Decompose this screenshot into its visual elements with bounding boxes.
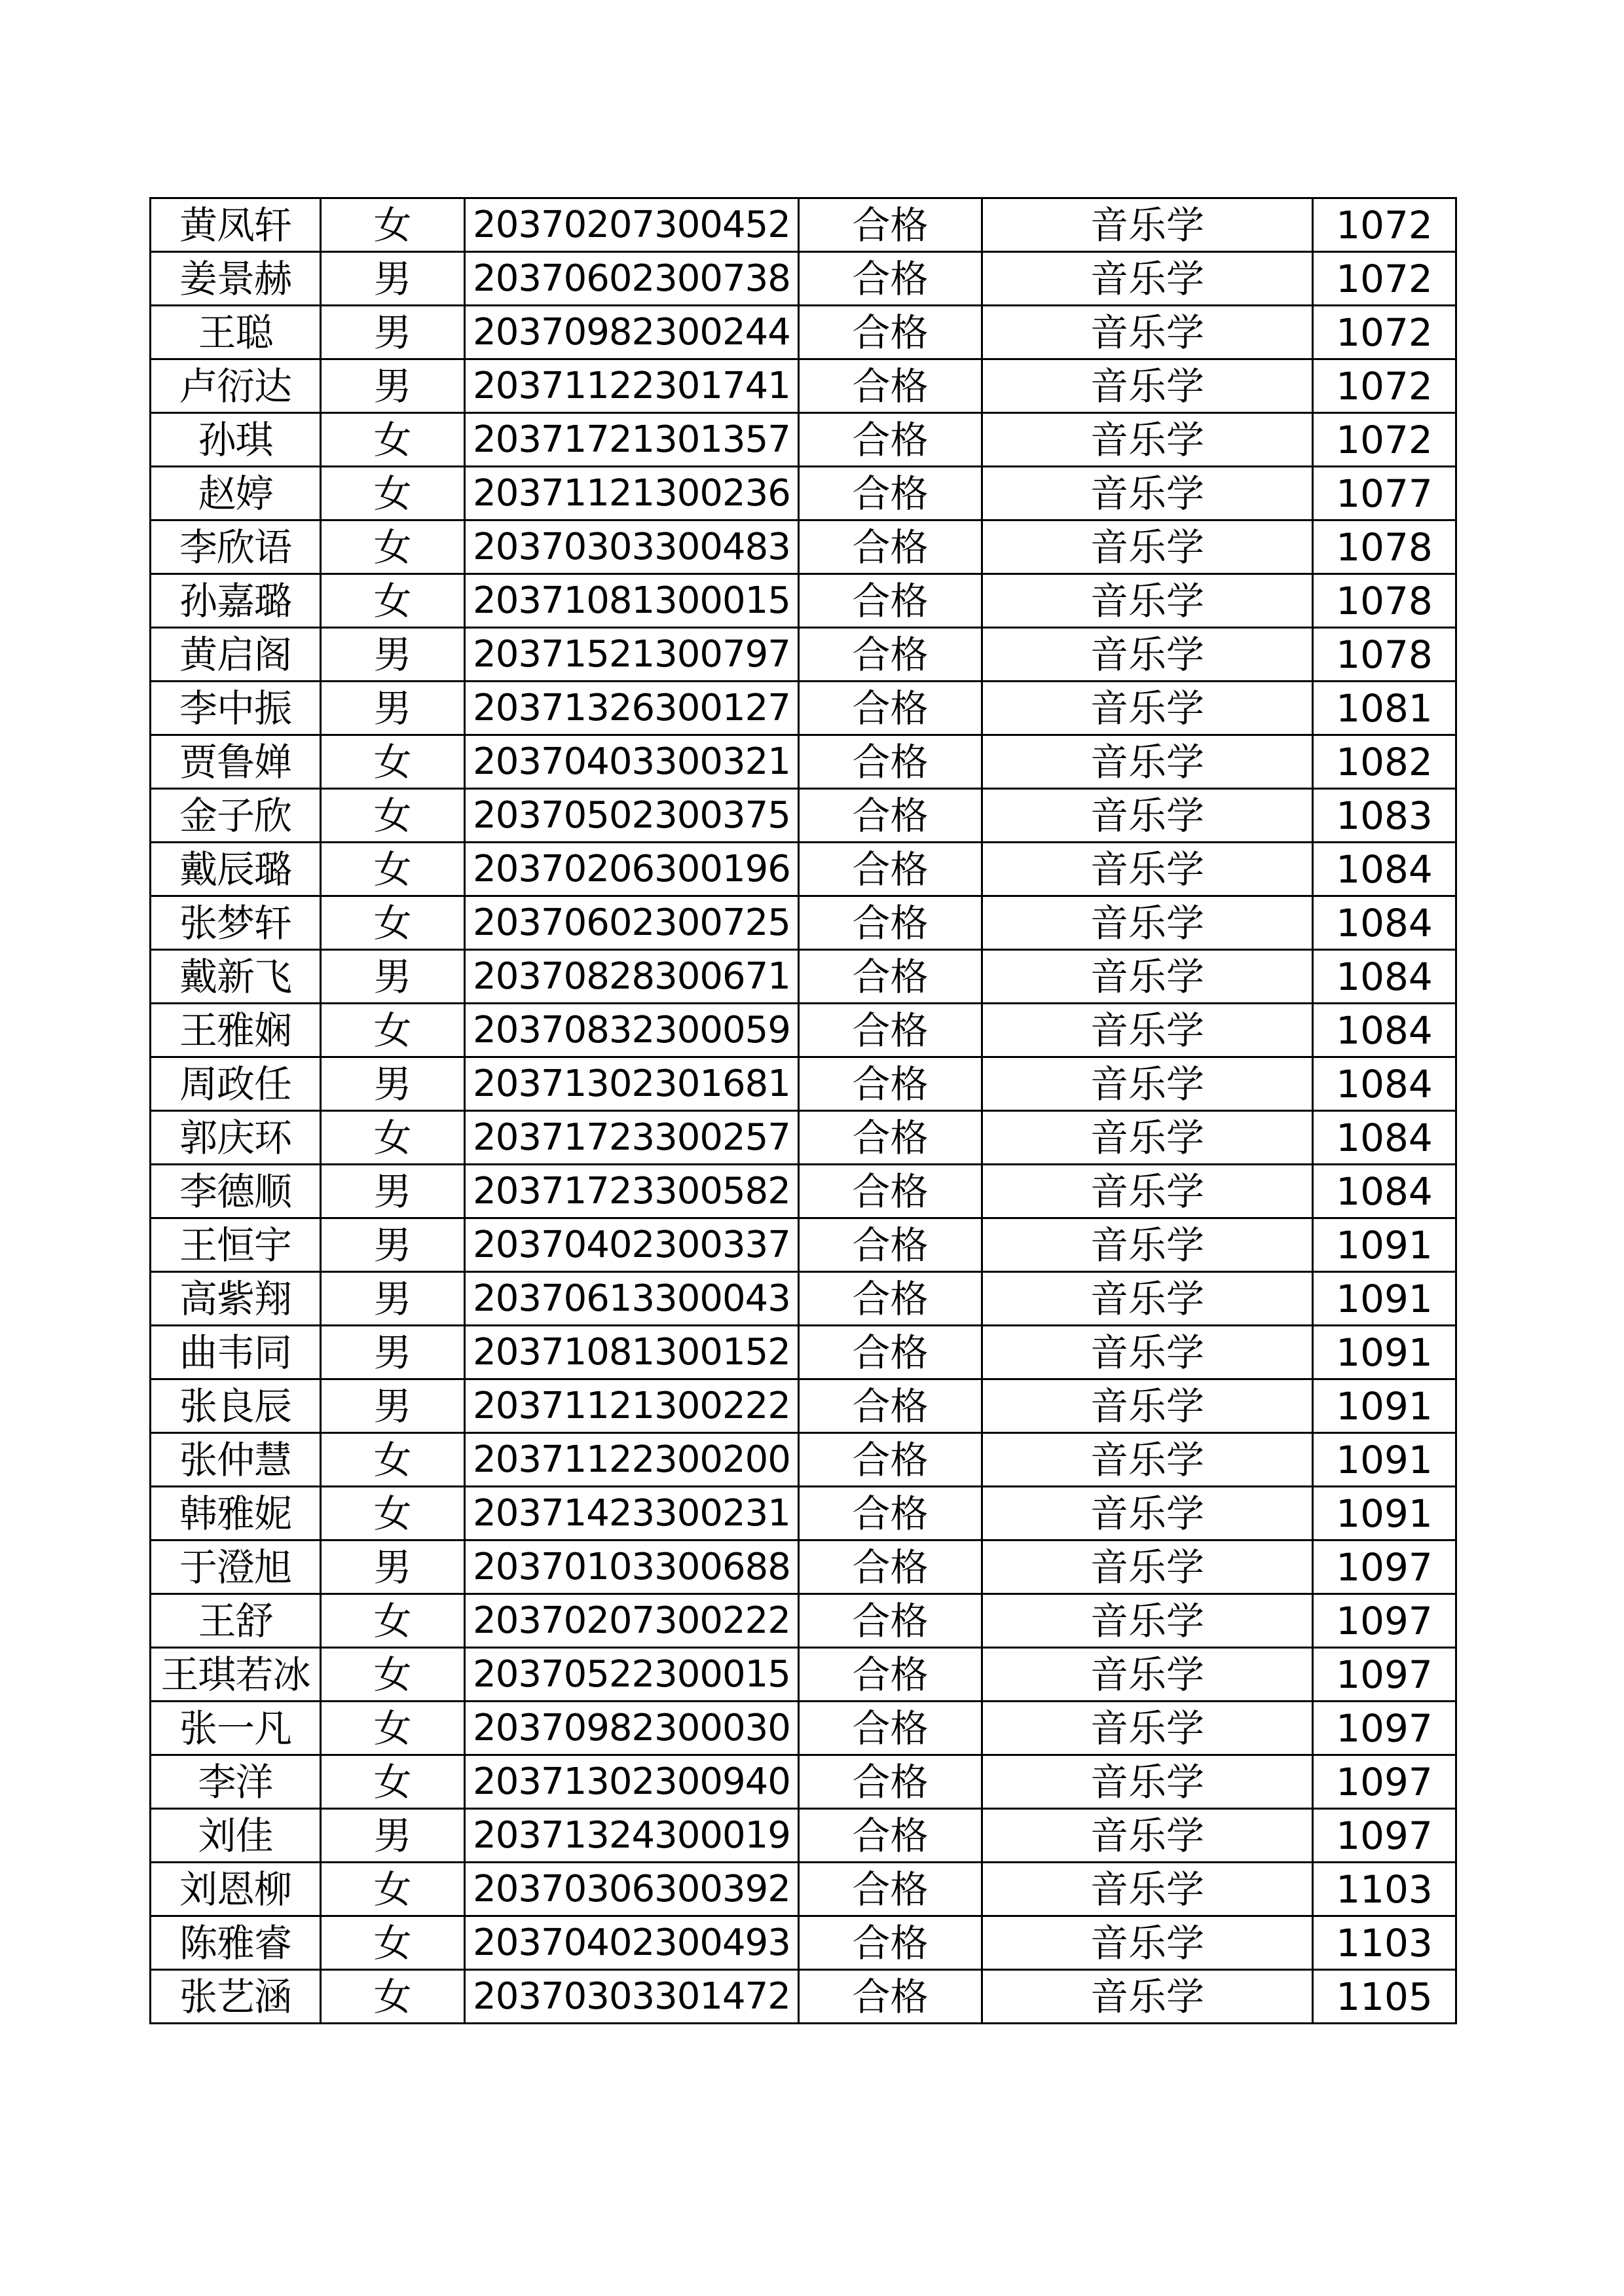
name-cell: 赵婷	[151, 467, 321, 520]
rank-cell: 1084	[1313, 1111, 1456, 1165]
result-cell: 合格	[799, 843, 982, 896]
result-cell: 合格	[799, 1004, 982, 1057]
result-cell: 合格	[799, 1648, 982, 1702]
major-cell: 音乐学	[982, 306, 1313, 359]
exam-id-cell: 20370502300375	[465, 789, 799, 843]
name-cell: 李洋	[151, 1755, 321, 1809]
table-row	[151, 252, 1456, 306]
major-cell: 音乐学	[982, 1433, 1313, 1487]
name-cell: 贾鲁婵	[151, 735, 321, 789]
name-cell: 张一凡	[151, 1702, 321, 1755]
result-cell: 合格	[799, 1326, 982, 1379]
name-cell: 姜景赫	[151, 252, 321, 306]
exam-id-cell: 20370828300671	[465, 950, 799, 1004]
name-cell: 于澄旭	[151, 1540, 321, 1594]
result-cell: 合格	[799, 1863, 982, 1916]
major-cell: 音乐学	[982, 1272, 1313, 1326]
rank-cell: 1084	[1313, 843, 1456, 896]
exam-id-cell: 20370602300725	[465, 896, 799, 950]
table-row	[151, 896, 1456, 950]
exam-id-cell: 20371081300015	[465, 574, 799, 628]
table-row	[151, 1004, 1456, 1057]
gender-cell: 女	[321, 520, 465, 574]
rank-cell: 1084	[1313, 950, 1456, 1004]
rank-cell: 1097	[1313, 1809, 1456, 1863]
rank-cell: 1084	[1313, 1004, 1456, 1057]
rank-cell: 1084	[1313, 1057, 1456, 1111]
major-cell: 音乐学	[982, 467, 1313, 520]
exam-id-cell: 20370303300483	[465, 520, 799, 574]
major-cell: 音乐学	[982, 1487, 1313, 1540]
major-cell: 音乐学	[982, 735, 1313, 789]
result-cell: 合格	[799, 1057, 982, 1111]
name-cell: 刘恩柳	[151, 1863, 321, 1916]
gender-cell: 男	[321, 1272, 465, 1326]
gender-cell: 男	[321, 1540, 465, 1594]
result-cell: 合格	[799, 1970, 982, 2024]
exam-id-cell: 20370206300196	[465, 843, 799, 896]
result-cell: 合格	[799, 789, 982, 843]
name-cell: 高紫翔	[151, 1272, 321, 1326]
major-cell: 音乐学	[982, 1004, 1313, 1057]
exam-id-cell: 20370207300222	[465, 1594, 799, 1648]
major-cell: 音乐学	[982, 1111, 1313, 1165]
table-row	[151, 1970, 1456, 2024]
table-row	[151, 1809, 1456, 1863]
rank-cell: 1091	[1313, 1433, 1456, 1487]
exam-id-cell: 20371121300236	[465, 467, 799, 520]
name-cell: 刘佳	[151, 1809, 321, 1863]
gender-cell: 女	[321, 896, 465, 950]
gender-cell: 男	[321, 1218, 465, 1272]
exam-id-cell: 20371723300257	[465, 1111, 799, 1165]
major-cell: 音乐学	[982, 1218, 1313, 1272]
name-cell: 黄凤轩	[151, 198, 321, 252]
rank-cell: 1084	[1313, 896, 1456, 950]
rank-cell: 1083	[1313, 789, 1456, 843]
rank-cell: 1097	[1313, 1594, 1456, 1648]
major-cell: 音乐学	[982, 1809, 1313, 1863]
result-cell: 合格	[799, 1540, 982, 1594]
table-row	[151, 682, 1456, 735]
result-cell: 合格	[799, 1379, 982, 1433]
rank-cell: 1072	[1313, 413, 1456, 467]
name-cell: 郭庆环	[151, 1111, 321, 1165]
name-cell: 王舒	[151, 1594, 321, 1648]
exam-id-cell: 20371723300582	[465, 1165, 799, 1218]
exam-id-cell: 20370982300244	[465, 306, 799, 359]
result-cell: 合格	[799, 1916, 982, 1970]
exam-id-cell: 20371326300127	[465, 682, 799, 735]
name-cell: 周政任	[151, 1057, 321, 1111]
gender-cell: 女	[321, 1916, 465, 1970]
result-cell: 合格	[799, 1594, 982, 1648]
exam-id-cell: 20370306300392	[465, 1863, 799, 1916]
gender-cell: 男	[321, 252, 465, 306]
gender-cell: 女	[321, 1433, 465, 1487]
table-row	[151, 306, 1456, 359]
table-row	[151, 413, 1456, 467]
name-cell: 李中振	[151, 682, 321, 735]
major-cell: 音乐学	[982, 1970, 1313, 2024]
name-cell: 张仲慧	[151, 1433, 321, 1487]
rank-cell: 1097	[1313, 1702, 1456, 1755]
result-cell: 合格	[799, 1702, 982, 1755]
exam-id-cell: 20370402300337	[465, 1218, 799, 1272]
major-cell: 音乐学	[982, 1755, 1313, 1809]
rank-cell: 1077	[1313, 467, 1456, 520]
name-cell: 戴新飞	[151, 950, 321, 1004]
major-cell: 音乐学	[982, 1540, 1313, 1594]
rank-cell: 1097	[1313, 1540, 1456, 1594]
exam-id-cell: 20371122301741	[465, 359, 799, 413]
table-row	[151, 1540, 1456, 1594]
table-row	[151, 735, 1456, 789]
major-cell: 音乐学	[982, 950, 1313, 1004]
exam-id-cell: 20371521300797	[465, 628, 799, 682]
result-cell: 合格	[799, 896, 982, 950]
table-row	[151, 1326, 1456, 1379]
name-cell: 李德顺	[151, 1165, 321, 1218]
table-row	[151, 467, 1456, 520]
rank-cell: 1081	[1313, 682, 1456, 735]
exam-id-cell: 20371121300222	[465, 1379, 799, 1433]
major-cell: 音乐学	[982, 628, 1313, 682]
exam-id-cell: 20370207300452	[465, 198, 799, 252]
name-cell: 黄启阁	[151, 628, 321, 682]
result-cell: 合格	[799, 1487, 982, 1540]
major-cell: 音乐学	[982, 896, 1313, 950]
exam-id-cell: 20370602300738	[465, 252, 799, 306]
exam-id-cell: 20370303301472	[465, 1970, 799, 2024]
gender-cell: 女	[321, 1487, 465, 1540]
table-row	[151, 574, 1456, 628]
table-row	[151, 198, 1456, 252]
table-row	[151, 789, 1456, 843]
result-cell: 合格	[799, 359, 982, 413]
result-cell: 合格	[799, 306, 982, 359]
gender-cell: 男	[321, 682, 465, 735]
result-cell: 合格	[799, 1433, 982, 1487]
gender-cell: 女	[321, 1702, 465, 1755]
exam-id-cell: 20371302301681	[465, 1057, 799, 1111]
major-cell: 音乐学	[982, 359, 1313, 413]
name-cell: 曲韦同	[151, 1326, 321, 1379]
gender-cell: 女	[321, 467, 465, 520]
table-row	[151, 1863, 1456, 1916]
name-cell: 李欣语	[151, 520, 321, 574]
major-cell: 音乐学	[982, 789, 1313, 843]
rank-cell: 1072	[1313, 359, 1456, 413]
rank-cell: 1072	[1313, 306, 1456, 359]
result-cell: 合格	[799, 950, 982, 1004]
gender-cell: 女	[321, 1111, 465, 1165]
major-cell: 音乐学	[982, 1916, 1313, 1970]
result-cell: 合格	[799, 1111, 982, 1165]
major-cell: 音乐学	[982, 198, 1313, 252]
major-cell: 音乐学	[982, 413, 1313, 467]
gender-cell: 男	[321, 306, 465, 359]
major-cell: 音乐学	[982, 1057, 1313, 1111]
results-table	[149, 197, 1457, 2024]
major-cell: 音乐学	[982, 252, 1313, 306]
gender-cell: 男	[321, 1326, 465, 1379]
exam-id-cell: 20370103300688	[465, 1540, 799, 1594]
rank-cell: 1091	[1313, 1218, 1456, 1272]
gender-cell: 男	[321, 628, 465, 682]
rank-cell: 1091	[1313, 1326, 1456, 1379]
gender-cell: 男	[321, 1165, 465, 1218]
gender-cell: 女	[321, 1755, 465, 1809]
table-row	[151, 1111, 1456, 1165]
major-cell: 音乐学	[982, 574, 1313, 628]
result-cell: 合格	[799, 198, 982, 252]
table-row	[151, 1916, 1456, 1970]
name-cell: 张梦轩	[151, 896, 321, 950]
exam-id-cell: 20371423300231	[465, 1487, 799, 1540]
table-row	[151, 359, 1456, 413]
table-row	[151, 1594, 1456, 1648]
major-cell: 音乐学	[982, 1863, 1313, 1916]
exam-id-cell: 20370613300043	[465, 1272, 799, 1326]
exam-id-cell: 20370402300493	[465, 1916, 799, 1970]
table-row	[151, 1218, 1456, 1272]
name-cell: 王聪	[151, 306, 321, 359]
major-cell: 音乐学	[982, 1594, 1313, 1648]
rank-cell: 1097	[1313, 1755, 1456, 1809]
table-row	[151, 1702, 1456, 1755]
exam-id-cell: 20370522300015	[465, 1648, 799, 1702]
major-cell: 音乐学	[982, 682, 1313, 735]
gender-cell: 女	[321, 1970, 465, 2024]
name-cell: 王恒宇	[151, 1218, 321, 1272]
major-cell: 音乐学	[982, 1702, 1313, 1755]
major-cell: 音乐学	[982, 1379, 1313, 1433]
table-row	[151, 1057, 1456, 1111]
gender-cell: 男	[321, 1057, 465, 1111]
gender-cell: 女	[321, 413, 465, 467]
gender-cell: 女	[321, 1004, 465, 1057]
major-cell: 音乐学	[982, 843, 1313, 896]
gender-cell: 女	[321, 1648, 465, 1702]
result-cell: 合格	[799, 1755, 982, 1809]
gender-cell: 男	[321, 1379, 465, 1433]
result-cell: 合格	[799, 1165, 982, 1218]
name-cell: 陈雅睿	[151, 1916, 321, 1970]
gender-cell: 女	[321, 843, 465, 896]
result-cell: 合格	[799, 628, 982, 682]
gender-cell: 男	[321, 1809, 465, 1863]
name-cell: 卢衍达	[151, 359, 321, 413]
major-cell: 音乐学	[982, 520, 1313, 574]
result-cell: 合格	[799, 735, 982, 789]
gender-cell: 男	[321, 359, 465, 413]
result-cell: 合格	[799, 252, 982, 306]
rank-cell: 1105	[1313, 1970, 1456, 2024]
gender-cell: 女	[321, 1863, 465, 1916]
exam-id-cell: 20371081300152	[465, 1326, 799, 1379]
table-row	[151, 1272, 1456, 1326]
result-cell: 合格	[799, 1272, 982, 1326]
exam-id-cell: 20371122300200	[465, 1433, 799, 1487]
name-cell: 张艺涵	[151, 1970, 321, 2024]
table-row	[151, 520, 1456, 574]
major-cell: 音乐学	[982, 1165, 1313, 1218]
name-cell: 韩雅妮	[151, 1487, 321, 1540]
name-cell: 张良辰	[151, 1379, 321, 1433]
rank-cell: 1078	[1313, 628, 1456, 682]
table-row	[151, 1487, 1456, 1540]
gender-cell: 女	[321, 789, 465, 843]
rank-cell: 1072	[1313, 252, 1456, 306]
gender-cell: 女	[321, 1594, 465, 1648]
exam-id-cell: 20371324300019	[465, 1809, 799, 1863]
result-cell: 合格	[799, 413, 982, 467]
result-cell: 合格	[799, 682, 982, 735]
gender-cell: 女	[321, 574, 465, 628]
table-row	[151, 628, 1456, 682]
rank-cell: 1103	[1313, 1916, 1456, 1970]
rank-cell: 1078	[1313, 574, 1456, 628]
table-row	[151, 843, 1456, 896]
name-cell: 金子欣	[151, 789, 321, 843]
rank-cell: 1091	[1313, 1487, 1456, 1540]
gender-cell: 女	[321, 735, 465, 789]
rank-cell: 1103	[1313, 1863, 1456, 1916]
name-cell: 王雅娴	[151, 1004, 321, 1057]
rank-cell: 1078	[1313, 520, 1456, 574]
gender-cell: 男	[321, 950, 465, 1004]
result-cell: 合格	[799, 574, 982, 628]
result-cell: 合格	[799, 520, 982, 574]
exam-id-cell: 20371302300940	[465, 1755, 799, 1809]
major-cell: 音乐学	[982, 1648, 1313, 1702]
result-cell: 合格	[799, 1218, 982, 1272]
exam-id-cell: 20371721301357	[465, 413, 799, 467]
table-row	[151, 1648, 1456, 1702]
table-row	[151, 950, 1456, 1004]
result-cell: 合格	[799, 1809, 982, 1863]
name-cell: 戴辰璐	[151, 843, 321, 896]
rank-cell: 1082	[1313, 735, 1456, 789]
major-cell: 音乐学	[982, 1326, 1313, 1379]
name-cell: 孙琪	[151, 413, 321, 467]
result-cell: 合格	[799, 467, 982, 520]
exam-id-cell: 20370403300321	[465, 735, 799, 789]
gender-cell: 女	[321, 198, 465, 252]
results-table-body	[151, 198, 1456, 2024]
exam-id-cell: 20370982300030	[465, 1702, 799, 1755]
rank-cell: 1072	[1313, 198, 1456, 252]
rank-cell: 1091	[1313, 1379, 1456, 1433]
table-row	[151, 1433, 1456, 1487]
rank-cell: 1091	[1313, 1272, 1456, 1326]
table-row	[151, 1379, 1456, 1433]
name-cell: 王琪若冰	[151, 1648, 321, 1702]
exam-id-cell: 20370832300059	[465, 1004, 799, 1057]
table-row	[151, 1165, 1456, 1218]
rank-cell: 1097	[1313, 1648, 1456, 1702]
table-row	[151, 1755, 1456, 1809]
rank-cell: 1084	[1313, 1165, 1456, 1218]
name-cell: 孙嘉璐	[151, 574, 321, 628]
